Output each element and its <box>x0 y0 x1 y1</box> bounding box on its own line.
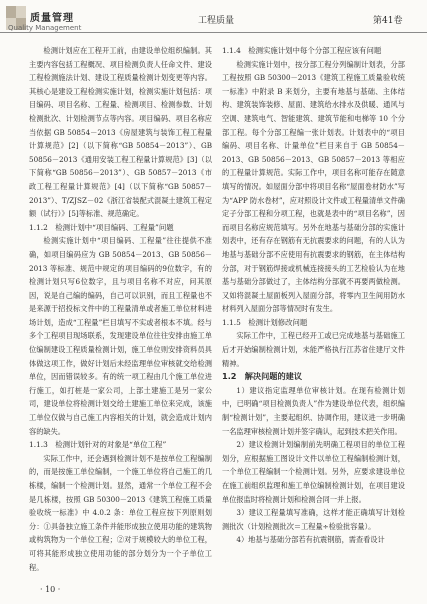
paragraph: 4）地基与基础分部若有抗震钢筋，需查看设计 <box>236 535 385 545</box>
section-name: 工程质量 <box>198 16 235 26</box>
right-column <box>222 44 405 547</box>
volume-label: 第41卷 <box>373 16 403 26</box>
paragraph: 1）建议指定监理单位审核计划。在现有检测计划中，已明确“项目检测负责人”作为建设单位代表，组织编制“检测计划”，主要起组织、协调作用，建议进一步明确一名监理审核检测计划并签字确认，起到技术把关作用。 <box>222 385 405 436</box>
subsection-heading: 1.1.3 检测计划针对的对象是“单位工程” <box>29 440 167 450</box>
paragraph: 实际工作中，工程已经开工或已完成地基与基础施工后才开始编制检测计划，未能严格执行江苏省住建厅文件精神。 <box>222 331 405 368</box>
paragraph: 2）建议检测计划编制前先明确工程项目的单位工程划分，应根据施工图设计文件以单位工程编制检测计划，一个单位工程编制一个检测计划。另外，应要求建设单位在施工前组织监理和施工单位编制检测计划，在项目建设单位报监时将检测计划和检测合同一并上报。 <box>222 440 405 504</box>
paragraph: 3）建议工程量填写准确，这样才能正确填写计划检测批次（计划检测批次＝工程量÷检验批容量）。 <box>222 508 405 531</box>
page-number: · 10 · <box>40 585 61 594</box>
paragraph: 检测实施计划中“项目编码、工程量”往往提供不准确，如项目编码应为 GB 50854－2013、GB 50856－2013 等标准、规范中规定的项目编码的9位数字，有的检测计划只写6位数字，且与项目名称不对应，问其原因，说是自己编的编码，自己可以识别，而且工程量也不是来源于招投标文件中的工程量清单或者施工单位材料进场计划，造成“工程量”栏目填写不实或者根本不填。经与多个工程项目现场联系，发现建设单位往往安排由施工单位编制建设工程质量检测计划，施工单位则安排资料员具体做这项工作，做好计划后未经监理单位审核就交给检测单位，因而错误较多。有的统一项工程由几个施工单位进行施工，如打桩是一家公司，上部土建施工是另一家公司，建设单位将检测计划交给土建施工单位来完成，该施工单位仅做与自己施工内容相关的计划，就会造成计划内容的缺失。 <box>29 236 212 436</box>
page-header <box>0 0 427 36</box>
subsection-heading: 1.1.2 检测计划中“项目编码、工程量”问题 <box>29 222 174 232</box>
paragraph: 检测计划应在工程开工前，由建设单位组织编制。其主要内容包括工程概况、项目检测负责人任命文件、建设工程检测施法计划、建设工程质量检测计划变更等内容。其核心是建设工程检测实施计划，检测实施计划包括：项目编码、项目名称、工程量、检测项目、检测参数、计划检测批次、计划检测节点等内容。项目编码、项目名称应当依据 GB 50854－2013《房屋建筑与装饰工程工程量计算规范》[2]（以下简称“GB 50854－2013”）、GB 50856－2013《通用安装工程工程量计算规范》[3]（以下简称“GB 50856－2013”）、GB 50857－2013《市政工程工程量计算规范》[4]（以下简称“GB 50857－2013”）、T/ZJSZ－02《浙江省装配式混凝土建筑工程定额（试行）》[5]等标准、规范确定。 <box>29 46 212 219</box>
section-heading: 1.2 解决问题的建议 <box>222 371 303 382</box>
journal-title-en: Quality Management <box>8 24 82 32</box>
left-column <box>29 44 212 574</box>
paragraph: 检测实施计划中，按分部工程分列编制计划表，分部工程按照 GB 50300－2013《建筑工程施工质量验收统一标准》中附录 B 来划分，主要有地基与基础、主体结构、建筑装饰装修、屋面、建筑给水排水及供暖、通风与空调、建筑电气、智能建筑、建筑节能和电梯等 10 个分部工程。每个分部工程编一张计划表。计划表中的“项目编码、项目名称、计量单位”栏目来自于 GB 50854－2013、GB 50856－2013、GB 50857－2013 等相应的工程量计算规范。实际工作中，项目名称可能存在随意填写的情况。如屋面分部中将项目名称“屋面卷材防水”写为“APP 防水卷材”，应对照设计文件或工程量清单文件确定子分部工程和分项工程，也就是表中的“项目名称”，因而项目名称应规范填写。另外在地基与基础分部的实施计划表中，还有存在钢筋有无抗震要求的问题，有的人认为地基与基础分部不应使用有抗震要求的钢筋，在主体结构分部，对于钢筋焊接或机械连接接头的工艺检验认为在地基与基础分部做过了，主体结构分部就不再要两做检测。又如将混凝土屋面板列入屋面分部，将零内卫生间用防水材料列入屋面分部等情况时有发生。 <box>222 59 405 314</box>
header-divider <box>0 32 427 33</box>
paragraph: 实际工作中，还会遇到检测计划不是按单位工程编制的，而是按施工单位编制，一个施工单位将自己施工的几栋楼，编制一个检测计划。显然，通常一个单位工程不会是几栋楼，按照 GB 50300－2013《建筑工程施工质量验收统一标准》中 4.0.2 条：单位工程应按下列原则划分：①具备独立施工条件并能形成独立使用功能的建筑物或构筑物为一个单位工程；②对于规模较大的单位工程，可将其能形成独立使用功能的部分划分为一个子单位工程。 <box>29 453 212 572</box>
subsection-heading: 1.1.5 检测计划修改问题 <box>222 317 308 327</box>
journal-title-cn: 质量管理 <box>30 13 74 24</box>
subsection-heading: 1.1.4 检测实施计划中每个分部工程应该有问题 <box>222 46 382 55</box>
